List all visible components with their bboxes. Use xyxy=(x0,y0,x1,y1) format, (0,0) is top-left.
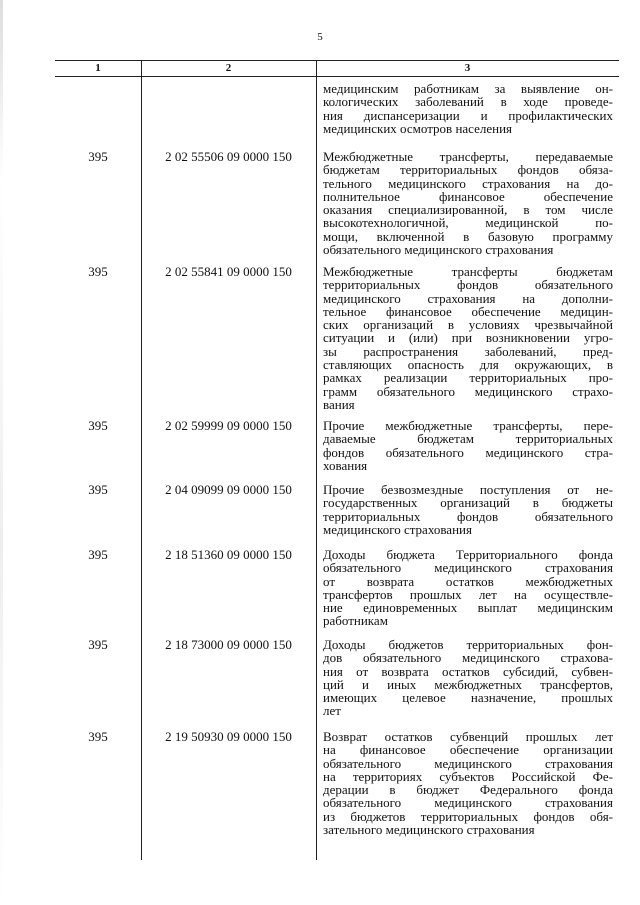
description-cell xyxy=(323,730,613,836)
text-line: кологических заболеваний в ходе проведе- xyxy=(323,94,613,110)
admin-code-cell: 395 xyxy=(88,547,108,562)
column-header-1: 1 xyxy=(95,62,101,74)
text-line: медицинского страхования xyxy=(323,521,472,537)
text-line: Доходы бюджета Территориального фонда xyxy=(323,547,613,562)
description-cell xyxy=(323,638,613,718)
text-line: обязательного медицинского страхования xyxy=(323,242,554,258)
header-bottom-rule xyxy=(55,76,619,77)
text-line: ситуации и (или) при возникновении угро- xyxy=(323,330,613,346)
text-line: дов обязательного медицинского страхова- xyxy=(323,650,613,666)
text-line: высокотехнологичной, медицинской по- xyxy=(323,215,613,231)
text-line: полнительное финансовое обеспечение xyxy=(323,188,613,204)
text-line: Межбюджетные трансферты бюджетам xyxy=(323,264,613,279)
admin-code-cell: 395 xyxy=(88,637,108,652)
admin-code-cell: 395 xyxy=(88,264,108,279)
text-line: на финансовое обеспечение организации xyxy=(323,742,613,758)
budget-code-cell: 2 19 50930 09 0000 150 xyxy=(165,729,292,744)
text-line: от возврата остатков межбюджетных xyxy=(323,573,613,589)
budget-code-cell: 2 18 73000 09 0000 150 xyxy=(165,637,292,652)
text-line: обязательного медицинского страхования xyxy=(323,560,613,576)
text-line: хования xyxy=(323,457,368,473)
budget-code-cell: 2 02 55841 09 0000 150 xyxy=(165,264,292,279)
text-line: медицинских осмотров населения xyxy=(323,120,513,136)
text-line: ние единовременных выплат медицинским xyxy=(323,600,613,616)
text-line: лет xyxy=(323,703,341,719)
text-line: Межбюджетные трансферты, передаваемые xyxy=(323,149,613,164)
text-line: территориальных фондов обязательного xyxy=(323,277,613,293)
text-line: ставляющих опасность для окружающих, в xyxy=(323,357,613,373)
text-line: Прочие межбюджетные трансферты, пере- xyxy=(323,418,613,433)
text-line: из бюджетов территориальных фондов обя- xyxy=(323,808,613,824)
admin-code-cell: 395 xyxy=(88,729,108,744)
description-cell xyxy=(323,419,613,472)
description-cell xyxy=(323,150,613,256)
admin-code-cell: 395 xyxy=(88,149,108,164)
text-line: даваемые бюджетам территориальных xyxy=(323,431,613,447)
text-line: тельного медицинского страхования на до- xyxy=(323,175,613,191)
text-line: зательного медицинского страхования xyxy=(323,822,535,838)
text-line: оказания специализированной, в том числе xyxy=(323,202,613,218)
text-line: обязательного медицинского страхования xyxy=(323,795,613,811)
text-line: тельное финансовое обеспечение медицин- xyxy=(323,303,613,319)
text-line: медицинского страхования на дополни- xyxy=(323,290,613,306)
text-line: территориальных фондов обязательного xyxy=(323,508,613,524)
text-line: обязательного медицинского страхования xyxy=(323,755,613,771)
text-line: трансфертов прошлых лет на осуществле- xyxy=(323,586,613,602)
text-line: рамках реализации территориальных про- xyxy=(323,370,613,386)
text-line: Прочие безвозмездные поступления от не- xyxy=(323,482,613,497)
column-header-3: 3 xyxy=(464,62,471,74)
description-cell xyxy=(323,265,613,411)
text-line: ций и иных межбюджетных трансфертов, xyxy=(323,676,613,692)
text-line: имеющих целевое назначение, прошлых xyxy=(323,690,613,706)
page-number: 5 xyxy=(317,31,323,43)
text-line: государственных организаций в бюджеты xyxy=(323,495,613,511)
text-line: дерации в бюджет Федерального фонда xyxy=(323,782,613,798)
text-line: вания xyxy=(323,396,355,412)
budget-code-cell: 2 18 51360 09 0000 150 xyxy=(165,547,292,562)
column-header-2: 2 xyxy=(225,62,232,74)
budget-code-cell: 2 02 55506 09 0000 150 xyxy=(165,149,292,164)
text-line: грамм обязательного медицинского страхо- xyxy=(323,383,613,399)
budget-code-cell: 2 02 59999 09 0000 150 xyxy=(165,418,292,433)
text-line: ских организаций в условиях чрезвычайной xyxy=(323,317,613,333)
text-line: работникам xyxy=(323,613,388,629)
description-cell xyxy=(323,82,613,135)
text-line: на территориях субъектов Российской Фе- xyxy=(323,768,613,784)
text-line: медицинским работникам за выявление он- xyxy=(323,81,613,96)
text-line: Возврат остатков субвенций прошлых лет xyxy=(323,729,613,744)
budget-code-cell: 2 04 09099 09 0000 150 xyxy=(165,482,292,497)
scan-edge-shadow xyxy=(0,0,3,905)
text-line: бюджетам территориальных фондов обяза- xyxy=(323,162,613,178)
column-divider-2 xyxy=(316,60,317,860)
text-line: зы распространения заболеваний, пред- xyxy=(323,343,613,359)
description-cell xyxy=(323,483,613,536)
admin-code-cell: 395 xyxy=(88,482,108,497)
description-cell xyxy=(323,548,613,628)
text-line: Доходы бюджетов территориальных фон- xyxy=(323,637,613,652)
admin-code-cell: 395 xyxy=(88,418,108,433)
text-line: ния диспансеризации и профилактических xyxy=(323,107,613,123)
text-line: ния от возврата остатков субсидий, субвен- xyxy=(323,663,613,679)
text-line: фондов обязательного медицинского стра- xyxy=(323,444,613,460)
text-line: мощи, включенной в базовую программу xyxy=(323,228,613,244)
